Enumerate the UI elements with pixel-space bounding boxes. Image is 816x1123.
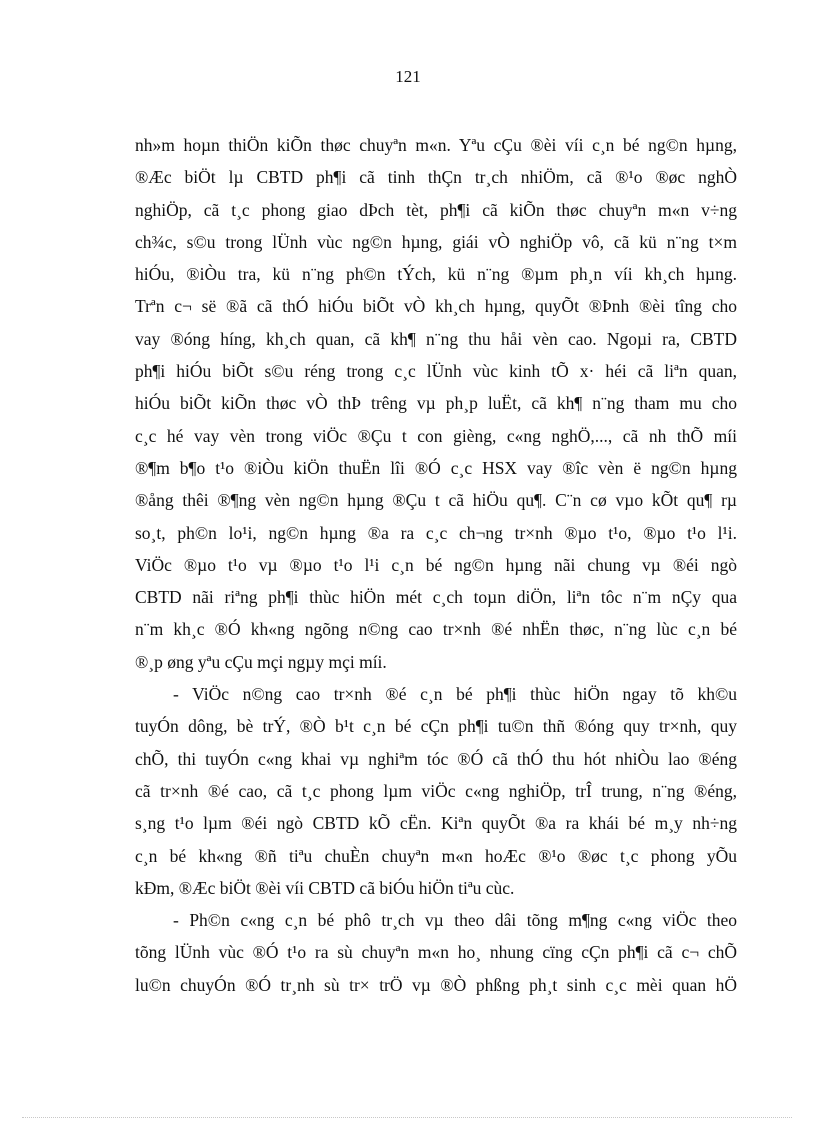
text-line: c¸n bé kh«ng ®ñ tiªu chuÈn chuyªn m«n hoÆc ®¹o ®øc t¸c phong yÕu	[135, 845, 737, 866]
text-line: nh»m hoµn thiÖn kiÕn thøc chuyªn m«n. Yªu cÇu ®èi víi c¸n bé ng©n hµng,	[135, 135, 737, 155]
text-line: lu©n chuyÓn ®Ó tr¸nh sù tr× trÖ vµ ®Ò phßng ph¸t sinh c¸c mèi quan hÖ	[135, 974, 737, 995]
text-line: - ViÖc n©ng cao tr×nh ®é c¸n bé ph¶i thùc hiÖn ngay tõ kh©u	[173, 684, 737, 705]
text-line: - Ph©n c«ng c¸n bé phô tr¸ch vµ theo dâi tõng m¶ng c«ng viÖc theo	[173, 910, 737, 931]
text-line: so¸t, ph©n lo¹i, ng©n hµng ®a ra c¸c ch¬ng tr×nh ®µo t¹o, ®µo t¹o l¹i.	[135, 522, 737, 543]
text-line: CBTD nãi riªng ph¶i thùc hiÖn mét c¸ch toµn diÖn, liªn tôc n¨m nÇy qua	[135, 587, 737, 608]
text-line: tuyÓn dông, bè trÝ, ®Ò b¹t c¸n bé cÇn ph¶i tu©n thñ ®óng quy tr×nh, quy	[135, 716, 737, 737]
text-line: c¸c hé vay vèn trong viÖc ®Çu t con gièng, c«ng nghÖ,..., cã nh thÕ míi	[135, 425, 737, 446]
text-line: ph¶i hiÓu biÕt s©u réng trong c¸c lÜnh vùc kinh tÕ x· héi cã liªn quan,	[135, 361, 737, 382]
text-line: ®¶m b¶o t¹o ®iÒu kiÖn thuËn lîi ®Ó c¸c HSX vay ®îc vèn ë ng©n hµng	[135, 457, 737, 478]
text-line: tõng lÜnh vùc ®Ó t¹o ra sù chuyªn m«n ho¸ nhung cïng cÇn ph¶i cã c¬ chÕ	[135, 942, 737, 963]
text-line: n¨m kh¸c ®Ó kh«ng ngõng n©ng cao tr×nh ®é nhËn thøc, n¨ng lùc c¸n bé	[135, 619, 737, 640]
text-line: s¸ng t¹o lµm ®éi ngò CBTD kÕ cËn. Kiªn quyÕt ®a ra khái bé m¸y nh÷ng	[135, 813, 737, 834]
body-text	[135, 129, 737, 1001]
text-line: ®ång thêi ®¶ng vèn ng©n hµng ®Çu t cã hiÖu qu¶. C¨n cø vµo kÕt qu¶ rµ	[135, 490, 737, 511]
text-line: nghiÖp, cã t¸c phong giao dÞch tèt, ph¶i cã kiÕn thøc chuyªn m«n v÷ng	[135, 199, 737, 220]
text-line: ®Æc biÖt lµ CBTD ph¶i cã tinh thÇn tr¸ch nhiÖm, cã ®¹o ®øc nghÒ	[135, 167, 737, 188]
text-line: cã tr×nh ®é cao, cã t¸c phong lµm viÖc c«ng nghiÖp, trÎ trung, n¨ng ®éng,	[135, 780, 737, 801]
text-line: ®¸p øng yªu cÇu mçi ngµy mçi míi.	[135, 651, 387, 672]
text-line: ViÖc ®µo t¹o vµ ®µo t¹o l¹i c¸n bé ng©n hµng nãi chung vµ ®éi ngò	[135, 554, 737, 575]
text-line: vay ®óng híng, kh¸ch quan, cã kh¶ n¨ng thu håi vèn cao. Ngoµi ra, CBTD	[135, 328, 737, 349]
text-line: chÕ, thi tuyÓn c«ng khai vµ nghiªm tóc ®Ó cã thÓ thu hót nhiÒu lao ®éng	[135, 748, 737, 769]
text-line: Trªn c¬ së ®ã cã thÓ hiÓu biÕt vÒ kh¸ch hµng, quyÕt ®Þnh ®èi tîng cho	[135, 296, 737, 317]
page-number: 121	[395, 67, 421, 86]
text-line: hiÓu biÕt kiÕn thøc vÒ thÞ trêng vµ ph¸p luËt, cã kh¶ n¨ng tham mu cho	[135, 393, 737, 414]
bottom-rule	[22, 1117, 792, 1118]
text-line: ch¾c, s©u trong lÜnh vùc ng©n hµng, giái vÒ nghiÖp vô, cã kü n¨ng t×m	[135, 231, 737, 252]
text-line: kÐm, ®Æc biÖt ®èi víi CBTD cã biÓu hiÖn tiªu cùc.	[135, 877, 515, 898]
text-line: hiÓu, ®iÒu tra, kü n¨ng ph©n tÝch, kü n¨ng ®µm ph¸n víi kh¸ch hµng.	[135, 264, 737, 285]
